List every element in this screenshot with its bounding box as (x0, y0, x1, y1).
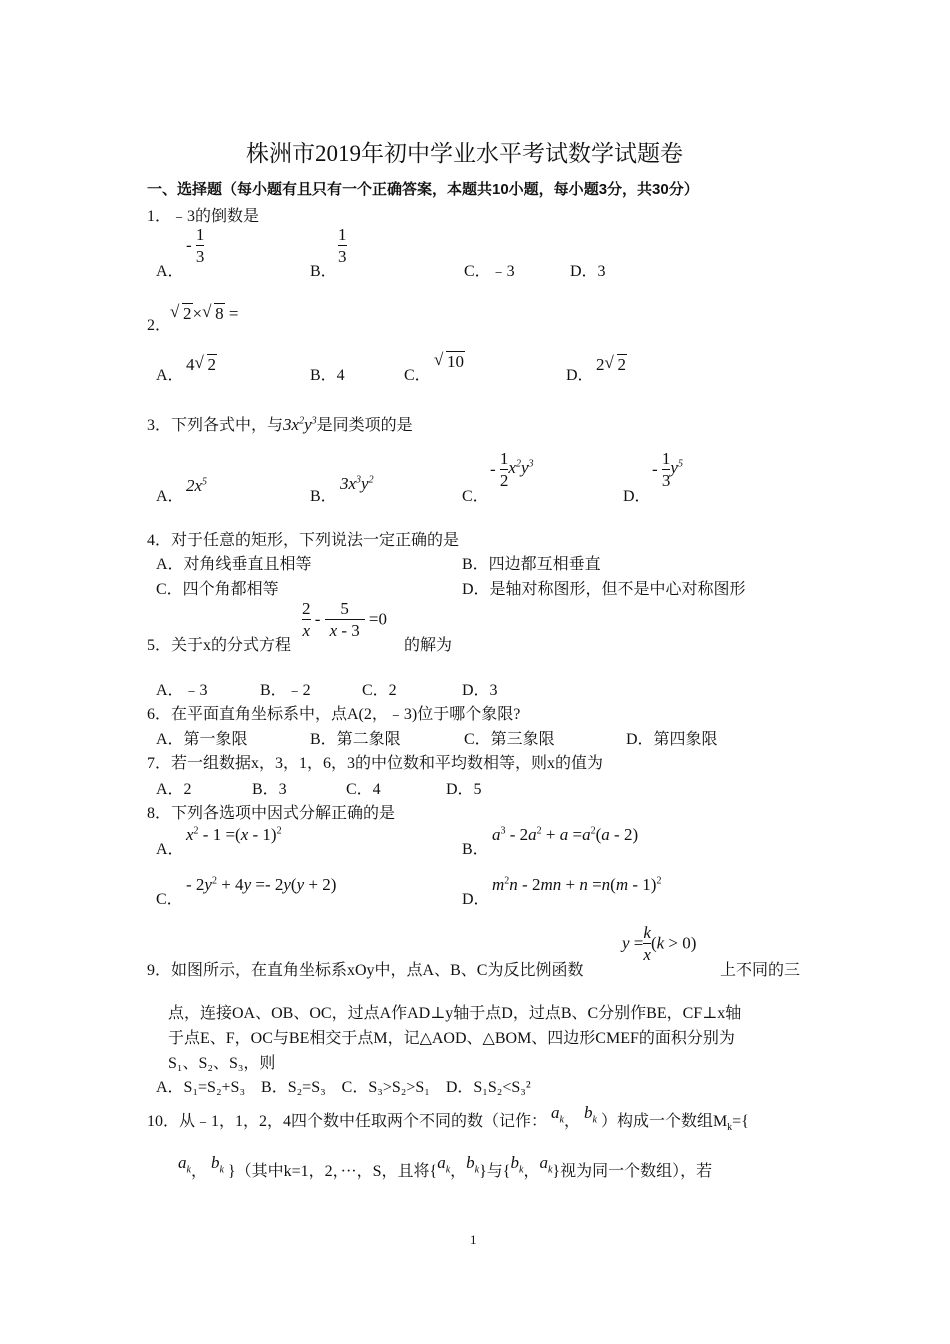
q3-option-c: C． (462, 488, 489, 505)
q8-option-a-math: $x^2 - 1 =(x - 1)^2$ (186, 825, 282, 844)
q5-stem-pre: 5．关于x的分式方程 (147, 637, 292, 654)
q10-line1: 10．从﹣1，1，2，4四个数中任取两个不同的数（记作： $a_k$， $b_k$ ）构成一个数组$M_k=${ (147, 1103, 749, 1134)
q2-number: 2． (147, 317, 172, 334)
q7-option-c: C．4 (346, 781, 381, 798)
q8-option-b-math: $a^3 - 2a^2 + a =a^2(a - 2)$ (492, 825, 639, 844)
q3-option-b-math: $3x^3y^2$ (340, 474, 374, 493)
q2-option-a-math: 4√ 2 (186, 355, 217, 375)
q4-stem: 4．对于任意的矩形，下列说法一定正确的是 (147, 532, 460, 549)
q5-equation: $\frac{2}{x}$ - $\frac{5}{x - 3}$ =0 (302, 599, 388, 640)
q5-stem-post: 的解为 (404, 637, 453, 654)
q6-option-d: D．第四象限 (626, 731, 718, 748)
q8-option-d-math: $m^2n - 2mn + n =n(m - 1)^2$ (492, 875, 662, 894)
q1-option-b: B． (310, 263, 337, 280)
q2-option-d: D． (566, 367, 594, 384)
q3-option-a: A． (156, 488, 184, 505)
q2-option-a: A． (156, 367, 184, 384)
section-heading: 一、选择题（每小题有且只有一个正确答案，本题共10小题，每小题3分，共30分） (147, 181, 699, 198)
q3-option-d-math: - $\frac{1}{3}$ $y^5$ (652, 449, 683, 490)
q2-expression: √ 2×√ 8 = (170, 304, 238, 324)
q7-option-d: D．5 (446, 781, 482, 798)
q3-option-d: D． (623, 488, 651, 505)
q9-line1: 9．如图所示，在直角坐标系xOy中，点A、B、C为反比例函数 (147, 962, 584, 979)
q1-stem: 1．﹣3的倒数是 (147, 208, 260, 225)
q9-line4: S₁、S₂、S₃，则 (168, 1055, 276, 1072)
q3-option-b: B． (310, 488, 337, 505)
q1-option-a: A． (156, 263, 184, 280)
q8-option-d: D． (462, 891, 490, 908)
q7-stem: 7．若一组数据x，3，1，6，3的中位数和平均数相等，则x的值为 (147, 755, 604, 772)
q8-option-a: A． (156, 841, 184, 858)
q1-option-c: C．﹣3 (464, 263, 515, 280)
q7-option-b: B．3 (252, 781, 287, 798)
page-title: 株洲市2019年初中学业水平考试数学试题卷 (246, 141, 683, 166)
q1-option-d: D．3 (570, 263, 606, 280)
q6-stem: 6．在平面直角坐标系中，点A(2，﹣3)位于哪个象限? (147, 706, 521, 723)
q2-option-b: B．4 (310, 367, 345, 384)
q4-option-c: C．四个角都相等 (156, 581, 279, 598)
q1-option-b-math: $\frac{1}{3}$ (338, 225, 347, 266)
q9-function: y = $\frac{k}{x}$ (k > 0) (622, 923, 697, 964)
q2-option-c-math: √ 10 (434, 352, 465, 372)
q8-option-c: C． (156, 891, 183, 908)
q4-option-d: D．是轴对称图形，但不是中心对称图形 (462, 581, 746, 598)
q5-option-b: B．﹣2 (260, 682, 311, 699)
q4-option-a: A．对角线垂直且相等 (156, 556, 312, 573)
q8-stem: 8．下列各选项中因式分解正确的是 (147, 805, 396, 822)
q6-option-a: A．第一象限 (156, 731, 248, 748)
q3-option-c-math: - $\frac{1}{2}$ $x^2y^3$ (490, 449, 534, 490)
q9-line2: 点，连接OA、OB、OC，过点A作AD⊥y轴于点D，过点B、C分别作BE，CF⊥x轴 (168, 1005, 742, 1022)
q6-option-c: C．第三象限 (464, 731, 555, 748)
q5-option-d: D．3 (462, 682, 498, 699)
q1-option-a-math: - $\frac{1}{3}$ (186, 225, 205, 266)
q2-option-c: C． (404, 367, 431, 384)
q3-stem: 3．下列各式中，与$3x^2y^3$是同类项的是 (147, 415, 413, 434)
q7-option-a: A．2 (156, 781, 192, 798)
q9-line3: 于点E、F，OC与BE相交于点M，记△AOD、△BOM、四边形CMEF的面积分别为 (168, 1030, 735, 1047)
q8-option-b: B． (462, 841, 489, 858)
q5-option-a: A．﹣3 (156, 682, 208, 699)
q10-line2: $a_k$， $b_k$ }（其中k=1，2，···，S，且将{$a_k$，$b_k$}与{$b_k$，$a_k$}视为同一个数组），若 (178, 1153, 713, 1180)
q6-option-b: B．第二象限 (310, 731, 401, 748)
q4-option-b: B．四边都互相垂直 (462, 556, 601, 573)
q8-option-c-math: - $2y^2 + 4y =- 2y(y + 2)$ (186, 875, 337, 894)
page-number: 1 (470, 1232, 477, 1247)
q2-option-d-math: 2√ 2 (596, 355, 627, 375)
q3-option-a-math: $2x^5$ (186, 476, 208, 495)
q9-options: A．S₁=S₂+S₃ B．S₂=S₃ C．S₃>S₂>S₁ D．S₁S₂<S₃² (156, 1079, 531, 1096)
q5-option-c: C．2 (362, 682, 397, 699)
q9-line1-end: 上不同的三 (720, 962, 801, 979)
